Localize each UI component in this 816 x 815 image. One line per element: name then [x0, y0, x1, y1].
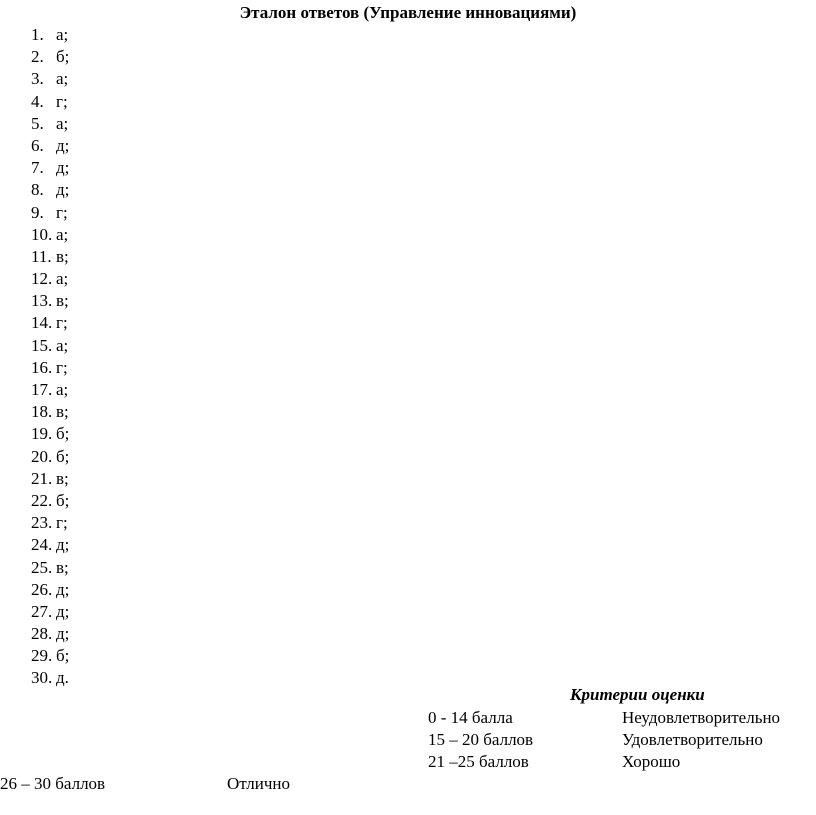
answer-item: [31, 46, 69, 68]
answer-number: 13.: [31, 291, 53, 311]
answer-value: д;: [56, 180, 70, 200]
answer-number: 23.: [31, 513, 53, 533]
answer-number: 24.: [31, 535, 53, 555]
criteria-grade: Хорошо: [622, 752, 681, 771]
answer-value: а;: [56, 69, 69, 89]
answer-item: [31, 468, 69, 490]
answer-item: [31, 224, 69, 246]
answer-item: [31, 446, 69, 468]
answer-number: 28.: [31, 624, 53, 644]
answer-item: [31, 623, 69, 645]
answer-number: 3.: [31, 69, 44, 89]
answer-item: [31, 24, 69, 46]
answer-item: [31, 423, 69, 445]
answer-item: [31, 202, 69, 224]
answer-item: [31, 335, 69, 357]
answer-value: д;: [56, 535, 70, 555]
answer-number: 17.: [31, 380, 53, 399]
criteria-grade: Отлично: [227, 774, 291, 793]
answer-item: [31, 68, 69, 90]
answer-value: а;: [56, 224, 69, 244]
answer-number: 5.: [31, 113, 44, 133]
answer-number: 30.: [31, 668, 53, 688]
answer-value: в;: [56, 468, 69, 488]
answer-number: 8.: [31, 180, 44, 200]
answer-number: 15.: [31, 335, 53, 355]
answer-value: д.: [56, 668, 69, 688]
answer-number: 27.: [31, 601, 53, 621]
answer-value: б;: [56, 47, 70, 67]
answer-value: в;: [56, 291, 69, 311]
answer-item: [31, 157, 69, 179]
answer-item: [31, 113, 69, 135]
answer-item: [31, 601, 69, 623]
answer-number: 22.: [31, 490, 53, 510]
answer-item: [31, 135, 69, 157]
answer-item: [31, 512, 69, 534]
criteria-range: 0 - 14 балла: [428, 708, 513, 727]
answer-value: г;: [56, 513, 68, 533]
answer-value: а;: [56, 25, 69, 44]
answer-item: [31, 179, 69, 201]
answer-value: д;: [56, 579, 70, 599]
answer-number: 16.: [31, 357, 53, 377]
answer-item: [31, 534, 69, 556]
answer-value: д;: [56, 135, 70, 155]
answer-item: [31, 379, 69, 401]
answer-item: [31, 490, 69, 512]
answer-number: 7.: [31, 158, 44, 178]
answer-value: д;: [56, 624, 70, 644]
answer-number: 26.: [31, 579, 53, 599]
answer-list: [31, 24, 69, 690]
criteria-range: 26 – 30 баллов: [0, 774, 106, 793]
answer-item: [31, 246, 69, 268]
criteria-grade: Неудовлетворительно: [622, 708, 781, 727]
answer-item: [31, 312, 69, 334]
answer-value: а;: [56, 380, 69, 399]
answer-value: г;: [56, 357, 68, 377]
answer-value: а;: [56, 113, 69, 133]
answer-number: 29.: [31, 646, 53, 666]
answer-number: 18.: [31, 402, 53, 422]
answer-value: б;: [56, 646, 70, 666]
answer-value: г;: [56, 202, 68, 222]
answer-item: [31, 357, 69, 379]
answer-value: а;: [56, 269, 69, 289]
answer-item: [31, 667, 69, 689]
answer-value: д;: [56, 601, 70, 621]
answer-item: [31, 557, 69, 579]
answer-number: 4.: [31, 91, 44, 111]
document-title: Эталон ответов (Управление инновациями): [239, 3, 577, 22]
criteria-grade: Удовлетворительно: [622, 730, 763, 749]
criteria-row: [0, 773, 816, 795]
answer-number: 12.: [31, 269, 53, 289]
criteria-row: [0, 707, 816, 729]
answer-number: 20.: [31, 446, 53, 466]
answer-value: б;: [56, 490, 70, 510]
answer-item: [31, 645, 69, 667]
answer-number: 21.: [31, 468, 53, 488]
answer-number: 11.: [31, 246, 52, 266]
answer-value: д;: [56, 158, 70, 178]
answer-item: [31, 91, 69, 113]
answer-value: в;: [56, 246, 69, 266]
answer-value: а;: [56, 335, 69, 355]
criteria-range: 21 –25 баллов: [428, 752, 529, 771]
answer-number: 6.: [31, 135, 44, 155]
answer-value: б;: [56, 446, 70, 466]
criteria-row: [0, 729, 816, 751]
answer-item: [31, 290, 69, 312]
answer-number: 14.: [31, 313, 53, 333]
answer-number: 1.: [31, 25, 44, 44]
answer-value: в;: [56, 557, 69, 577]
answer-item: [31, 401, 69, 423]
answer-value: в;: [56, 402, 69, 422]
answer-value: б;: [56, 424, 70, 444]
criteria-range: 15 – 20 баллов: [428, 730, 534, 749]
criteria-row: [0, 751, 816, 773]
criteria-title: Критерии оценки: [570, 685, 705, 704]
answer-item: [31, 579, 69, 601]
answer-number: 25.: [31, 557, 53, 577]
answer-number: 9.: [31, 202, 44, 222]
answer-number: 2.: [31, 47, 44, 67]
answer-value: г;: [56, 91, 68, 111]
answer-number: 10.: [31, 224, 53, 244]
answer-value: г;: [56, 313, 68, 333]
answer-number: 19.: [31, 424, 53, 444]
answer-item: [31, 268, 69, 290]
